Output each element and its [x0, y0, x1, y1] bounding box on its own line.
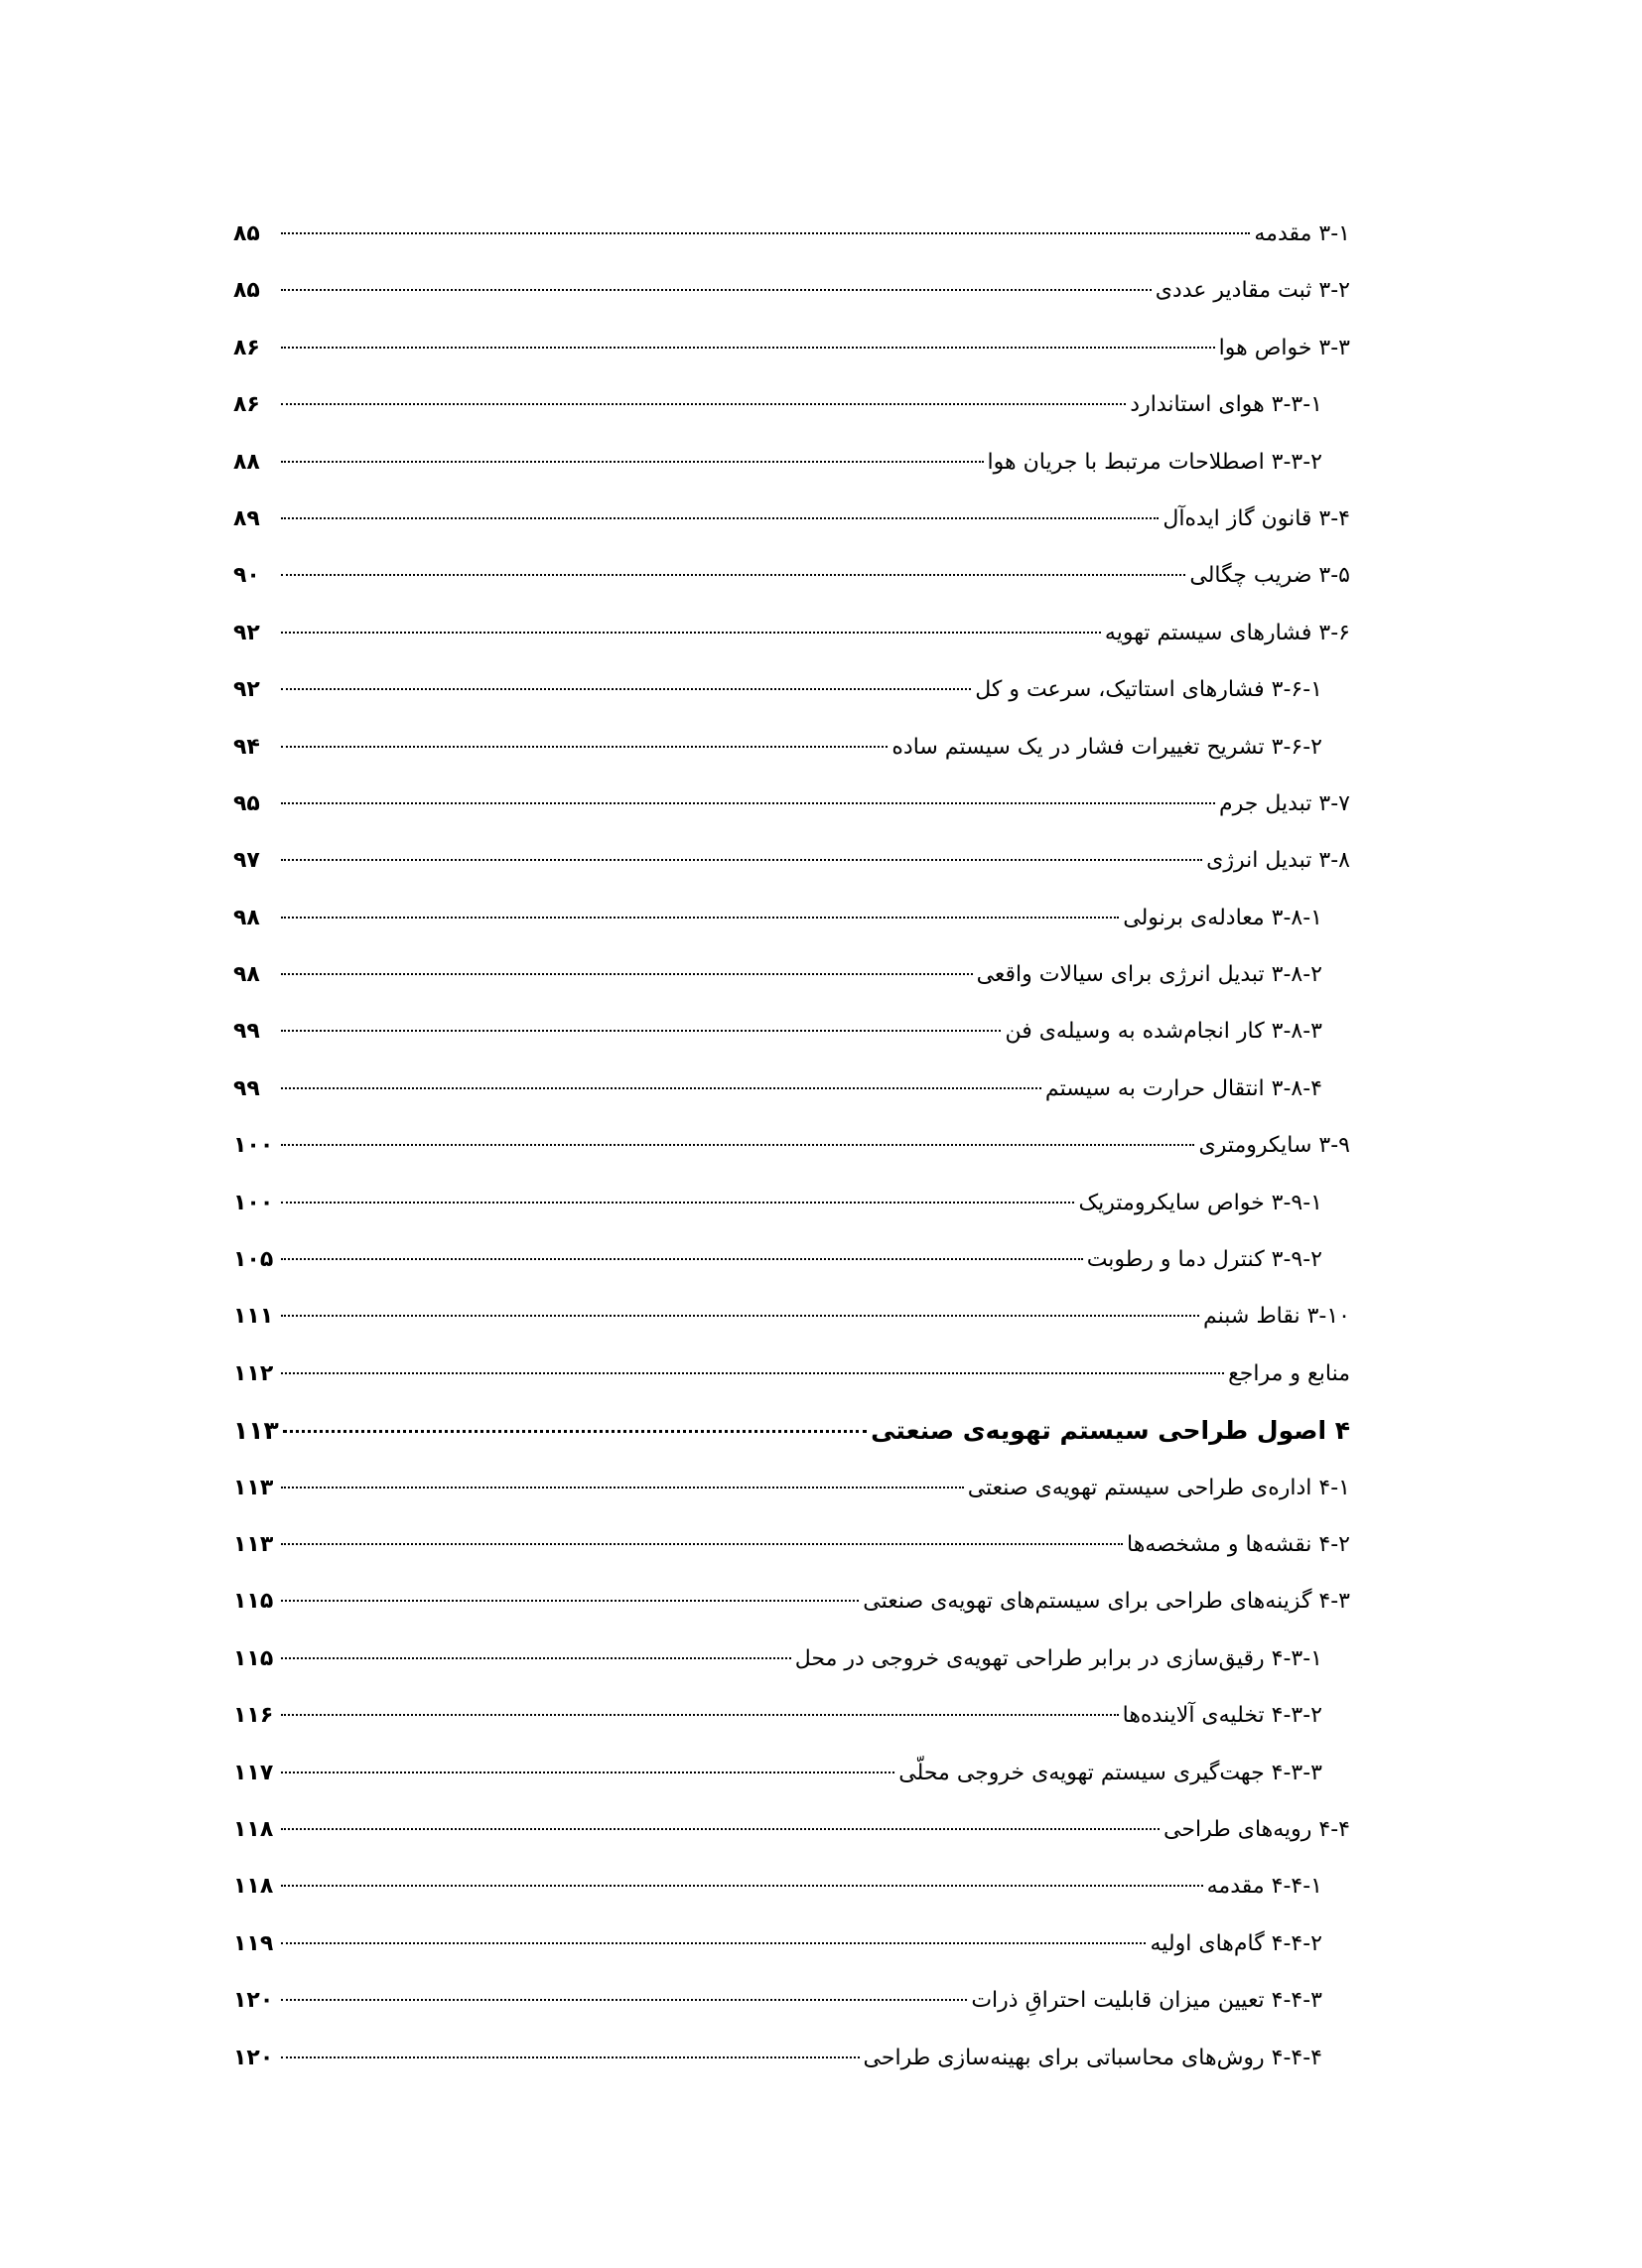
toc-entry-page-number: ۹۲ — [233, 620, 260, 645]
toc-entry-page-number: ۱۱۹ — [233, 1930, 274, 1956]
toc-entry-title: ۳-۸-۴ انتقال حرارت به سیستم — [1044, 1075, 1322, 1101]
toc-entry — [233, 376, 1350, 433]
toc-entry-title: ۴-۱ اداره‌ی طراحی سیستم تهویه‌ی صنعتی — [967, 1475, 1350, 1500]
toc-entry-page-number: ۱۱۳ — [233, 1531, 274, 1557]
toc-entry-page-number: ۹۸ — [233, 962, 260, 988]
toc-entry — [233, 1460, 1350, 1516]
toc-entry-title: ۳-۱ مقدمه — [1254, 221, 1350, 246]
toc-entry — [233, 491, 1350, 547]
toc-entry-page-number: ۸۵ — [233, 278, 260, 304]
toc-dot-leader — [281, 688, 971, 690]
toc-dot-leader — [281, 2056, 860, 2058]
toc-entry — [233, 1346, 1350, 1402]
toc-entry-page-number: ۱۱۵ — [233, 1645, 274, 1671]
toc-entry-page-number: ۸۶ — [233, 392, 260, 418]
toc-entry-page-number: ۹۵ — [233, 790, 260, 816]
toc-entry — [233, 661, 1350, 718]
toc-entry — [233, 1288, 1350, 1345]
toc-entry-page-number: ۹۴ — [233, 734, 260, 760]
toc-dot-leader — [281, 1942, 1146, 1944]
toc-dot-leader — [281, 403, 1126, 405]
toc-entry-title: ۳-۹-۱ خواص سایکرومتریک — [1078, 1190, 1322, 1215]
toc-entry-title: ۴-۳-۱ رقیق‌سازی در برابر طراحی تهویه‌ی خروجی در محل — [794, 1645, 1322, 1671]
toc-entry-title: ۳-۲ ثبت مقادیر عددی — [1155, 278, 1350, 304]
toc-entry-title: منابع و مراجع — [1228, 1360, 1350, 1386]
toc-entry — [233, 1687, 1350, 1744]
toc-dot-leader — [281, 859, 1202, 861]
toc-entry-title: ۴-۳-۲ تخلیه‌ی آلاینده‌ها — [1122, 1703, 1322, 1729]
toc-entry — [233, 262, 1350, 319]
toc-dot-leader — [281, 1487, 964, 1488]
toc-entry-page-number: ۹۹ — [233, 1075, 260, 1101]
toc-entry-title: ۴-۴ رویه‌های طراحی — [1163, 1816, 1350, 1842]
toc-dot-leader — [281, 1885, 1203, 1887]
toc-entry-page-number: ۱۰۰ — [233, 1133, 274, 1159]
toc-entry — [233, 1061, 1350, 1117]
toc-dot-leader — [281, 1202, 1074, 1204]
toc-entry-title: ۳-۶-۱ فشارهای استاتیک، سرعت و کل — [975, 677, 1322, 703]
toc-entry-page-number: ۹۹ — [233, 1019, 260, 1045]
toc-dot-leader — [281, 517, 1159, 519]
toc-entry-page-number: ۱۱۸ — [233, 1816, 274, 1842]
toc-entry — [233, 946, 1350, 1003]
toc-dot-leader — [281, 461, 984, 463]
toc-entry — [233, 1117, 1350, 1174]
toc-entry-title: ۳-۸-۳ کار انجام‌شده به وسیله‌ی فن — [1005, 1019, 1322, 1045]
toc-entry-page-number: ۱۱۸ — [233, 1874, 274, 1900]
toc-entry — [233, 1516, 1350, 1573]
toc-entry — [233, 1175, 1350, 1231]
toc-entry-title: ۳-۴ قانون گاز ایده‌آل — [1163, 505, 1350, 531]
toc-entry-page-number: ۹۲ — [233, 677, 260, 703]
toc-entry-title: ۴-۳ گزینه‌های طراحی برای سیستم‌های تهویه‌ی صنعتی — [863, 1589, 1350, 1615]
toc-dot-leader — [281, 1600, 859, 1602]
toc-entry — [233, 2030, 1350, 2086]
toc-dot-leader — [281, 802, 1215, 804]
toc-dot-leader — [281, 1258, 1083, 1260]
table-of-contents — [233, 206, 1350, 2086]
toc-dot-leader — [281, 746, 888, 748]
toc-entry — [233, 1745, 1350, 1801]
toc-entry — [233, 1915, 1350, 1972]
toc-entry — [233, 1231, 1350, 1288]
toc-entry-title: ۴-۲ نقشه‌ها و مشخصه‌ها — [1127, 1531, 1350, 1557]
toc-chapter-entry — [233, 1402, 1350, 1459]
toc-dot-leader — [283, 1430, 867, 1433]
toc-dot-leader — [281, 232, 1250, 234]
toc-entry — [233, 1972, 1350, 2029]
toc-entry-title: ۳-۷ تبدیل جرم — [1218, 790, 1350, 816]
toc-entry-page-number: ۱۱۳ — [233, 1475, 274, 1500]
toc-dot-leader — [281, 347, 1215, 349]
toc-entry-title: ۴ اصول طراحی سیستم تهویه‌ی صنعتی — [871, 1416, 1350, 1446]
toc-entry-page-number: ۱۱۱ — [233, 1304, 274, 1330]
toc-dot-leader — [281, 1772, 894, 1773]
toc-entry — [233, 1801, 1350, 1858]
toc-entry-title: ۳-۸-۲ تبدیل انرژی برای سیالات واقعی — [976, 962, 1322, 988]
toc-entry-title: ۳-۹ سایکرومتری — [1198, 1133, 1350, 1159]
toc-dot-leader — [281, 289, 1152, 291]
toc-dot-leader — [281, 1372, 1224, 1374]
toc-entry-title: ۳-۳-۱ هوای استاندارد — [1130, 392, 1322, 418]
toc-entry-title: ۳-۶-۲ تشریح تغییرات فشار در یک سیستم ساده — [891, 734, 1322, 760]
toc-dot-leader — [281, 1657, 791, 1659]
toc-dot-leader — [281, 574, 1185, 576]
toc-entry — [233, 776, 1350, 832]
toc-entry-title: ۴-۴-۱ مقدمه — [1206, 1874, 1322, 1900]
toc-entry-title: ۴-۳-۳ جهت‌گیری سیستم تهویه‌ی خروجی محلّی — [898, 1760, 1322, 1785]
toc-entry-page-number: ۸۶ — [233, 335, 260, 360]
toc-dot-leader — [281, 973, 973, 975]
toc-entry-page-number: ۱۲۰ — [233, 1988, 274, 2014]
toc-entry — [233, 1003, 1350, 1060]
toc-entry-page-number: ۸۹ — [233, 505, 260, 531]
toc-entry — [233, 719, 1350, 776]
toc-entry — [233, 1573, 1350, 1630]
toc-entry-title: ۳-۸-۱ معادله‌ی برنولی — [1123, 905, 1322, 930]
toc-dot-leader — [281, 1144, 1194, 1146]
toc-entry-title: ۴-۴-۲ گام‌های اولیه — [1150, 1930, 1322, 1956]
toc-dot-leader — [281, 1315, 1199, 1317]
toc-entry-page-number: ۹۷ — [233, 848, 260, 874]
toc-entry — [233, 320, 1350, 376]
toc-entry-title: ۳-۳ خواص هوا — [1218, 335, 1350, 360]
toc-entry-page-number: ۱۱۳ — [233, 1416, 279, 1446]
toc-entry-page-number: ۱۰۵ — [233, 1247, 274, 1273]
toc-entry — [233, 832, 1350, 889]
toc-entry-title: ۳-۹-۲ کنترل دما و رطوبت — [1086, 1247, 1322, 1273]
toc-entry-page-number: ۱۱۶ — [233, 1703, 274, 1729]
toc-dot-leader — [281, 1543, 1123, 1545]
toc-dot-leader — [281, 1999, 967, 2001]
toc-entry-title: ۳-۶ فشارهای سیستم تهویه — [1104, 620, 1350, 645]
toc-entry-title: ۴-۴-۳ تعیین میزان قابلیت احتراقِ ذرات — [971, 1988, 1322, 2014]
toc-entry — [233, 434, 1350, 491]
toc-entry-title: ۴-۴-۴ روش‌های محاسباتی برای بهینه‌سازی طراحی — [863, 2045, 1322, 2070]
toc-entry — [233, 890, 1350, 946]
toc-entry — [233, 547, 1350, 604]
toc-entry-page-number: ۱۱۵ — [233, 1589, 274, 1615]
toc-entry-title: ۳-۸ تبدیل انرژی — [1206, 848, 1350, 874]
toc-entry-page-number: ۱۲۰ — [233, 2045, 274, 2070]
toc-entry-page-number: ۹۸ — [233, 905, 260, 930]
toc-entry — [233, 1858, 1350, 1914]
toc-dot-leader — [281, 632, 1101, 634]
toc-entry-title: ۳-۵ ضریب چگالی — [1189, 563, 1350, 589]
toc-entry-page-number: ۹۰ — [233, 563, 260, 589]
toc-entry-page-number: ۱۰۰ — [233, 1190, 274, 1215]
toc-dot-leader — [281, 1828, 1160, 1830]
toc-dot-leader — [281, 917, 1119, 919]
toc-entry-title: ۳-۳-۲ اصطلاحات مرتبط با جریان هوا — [987, 449, 1322, 475]
toc-entry-page-number: ۱۱۲ — [233, 1360, 274, 1386]
toc-entry-title: ۳-۱۰ نقاط شبنم — [1202, 1304, 1350, 1330]
toc-entry — [233, 206, 1350, 262]
toc-entry-page-number: ۸۸ — [233, 449, 260, 475]
toc-entry-page-number: ۸۵ — [233, 221, 260, 246]
toc-dot-leader — [281, 1030, 1001, 1032]
toc-entry — [233, 1630, 1350, 1687]
toc-entry-page-number: ۱۱۷ — [233, 1760, 274, 1785]
toc-dot-leader — [281, 1087, 1041, 1089]
toc-dot-leader — [281, 1714, 1119, 1716]
toc-entry — [233, 605, 1350, 661]
